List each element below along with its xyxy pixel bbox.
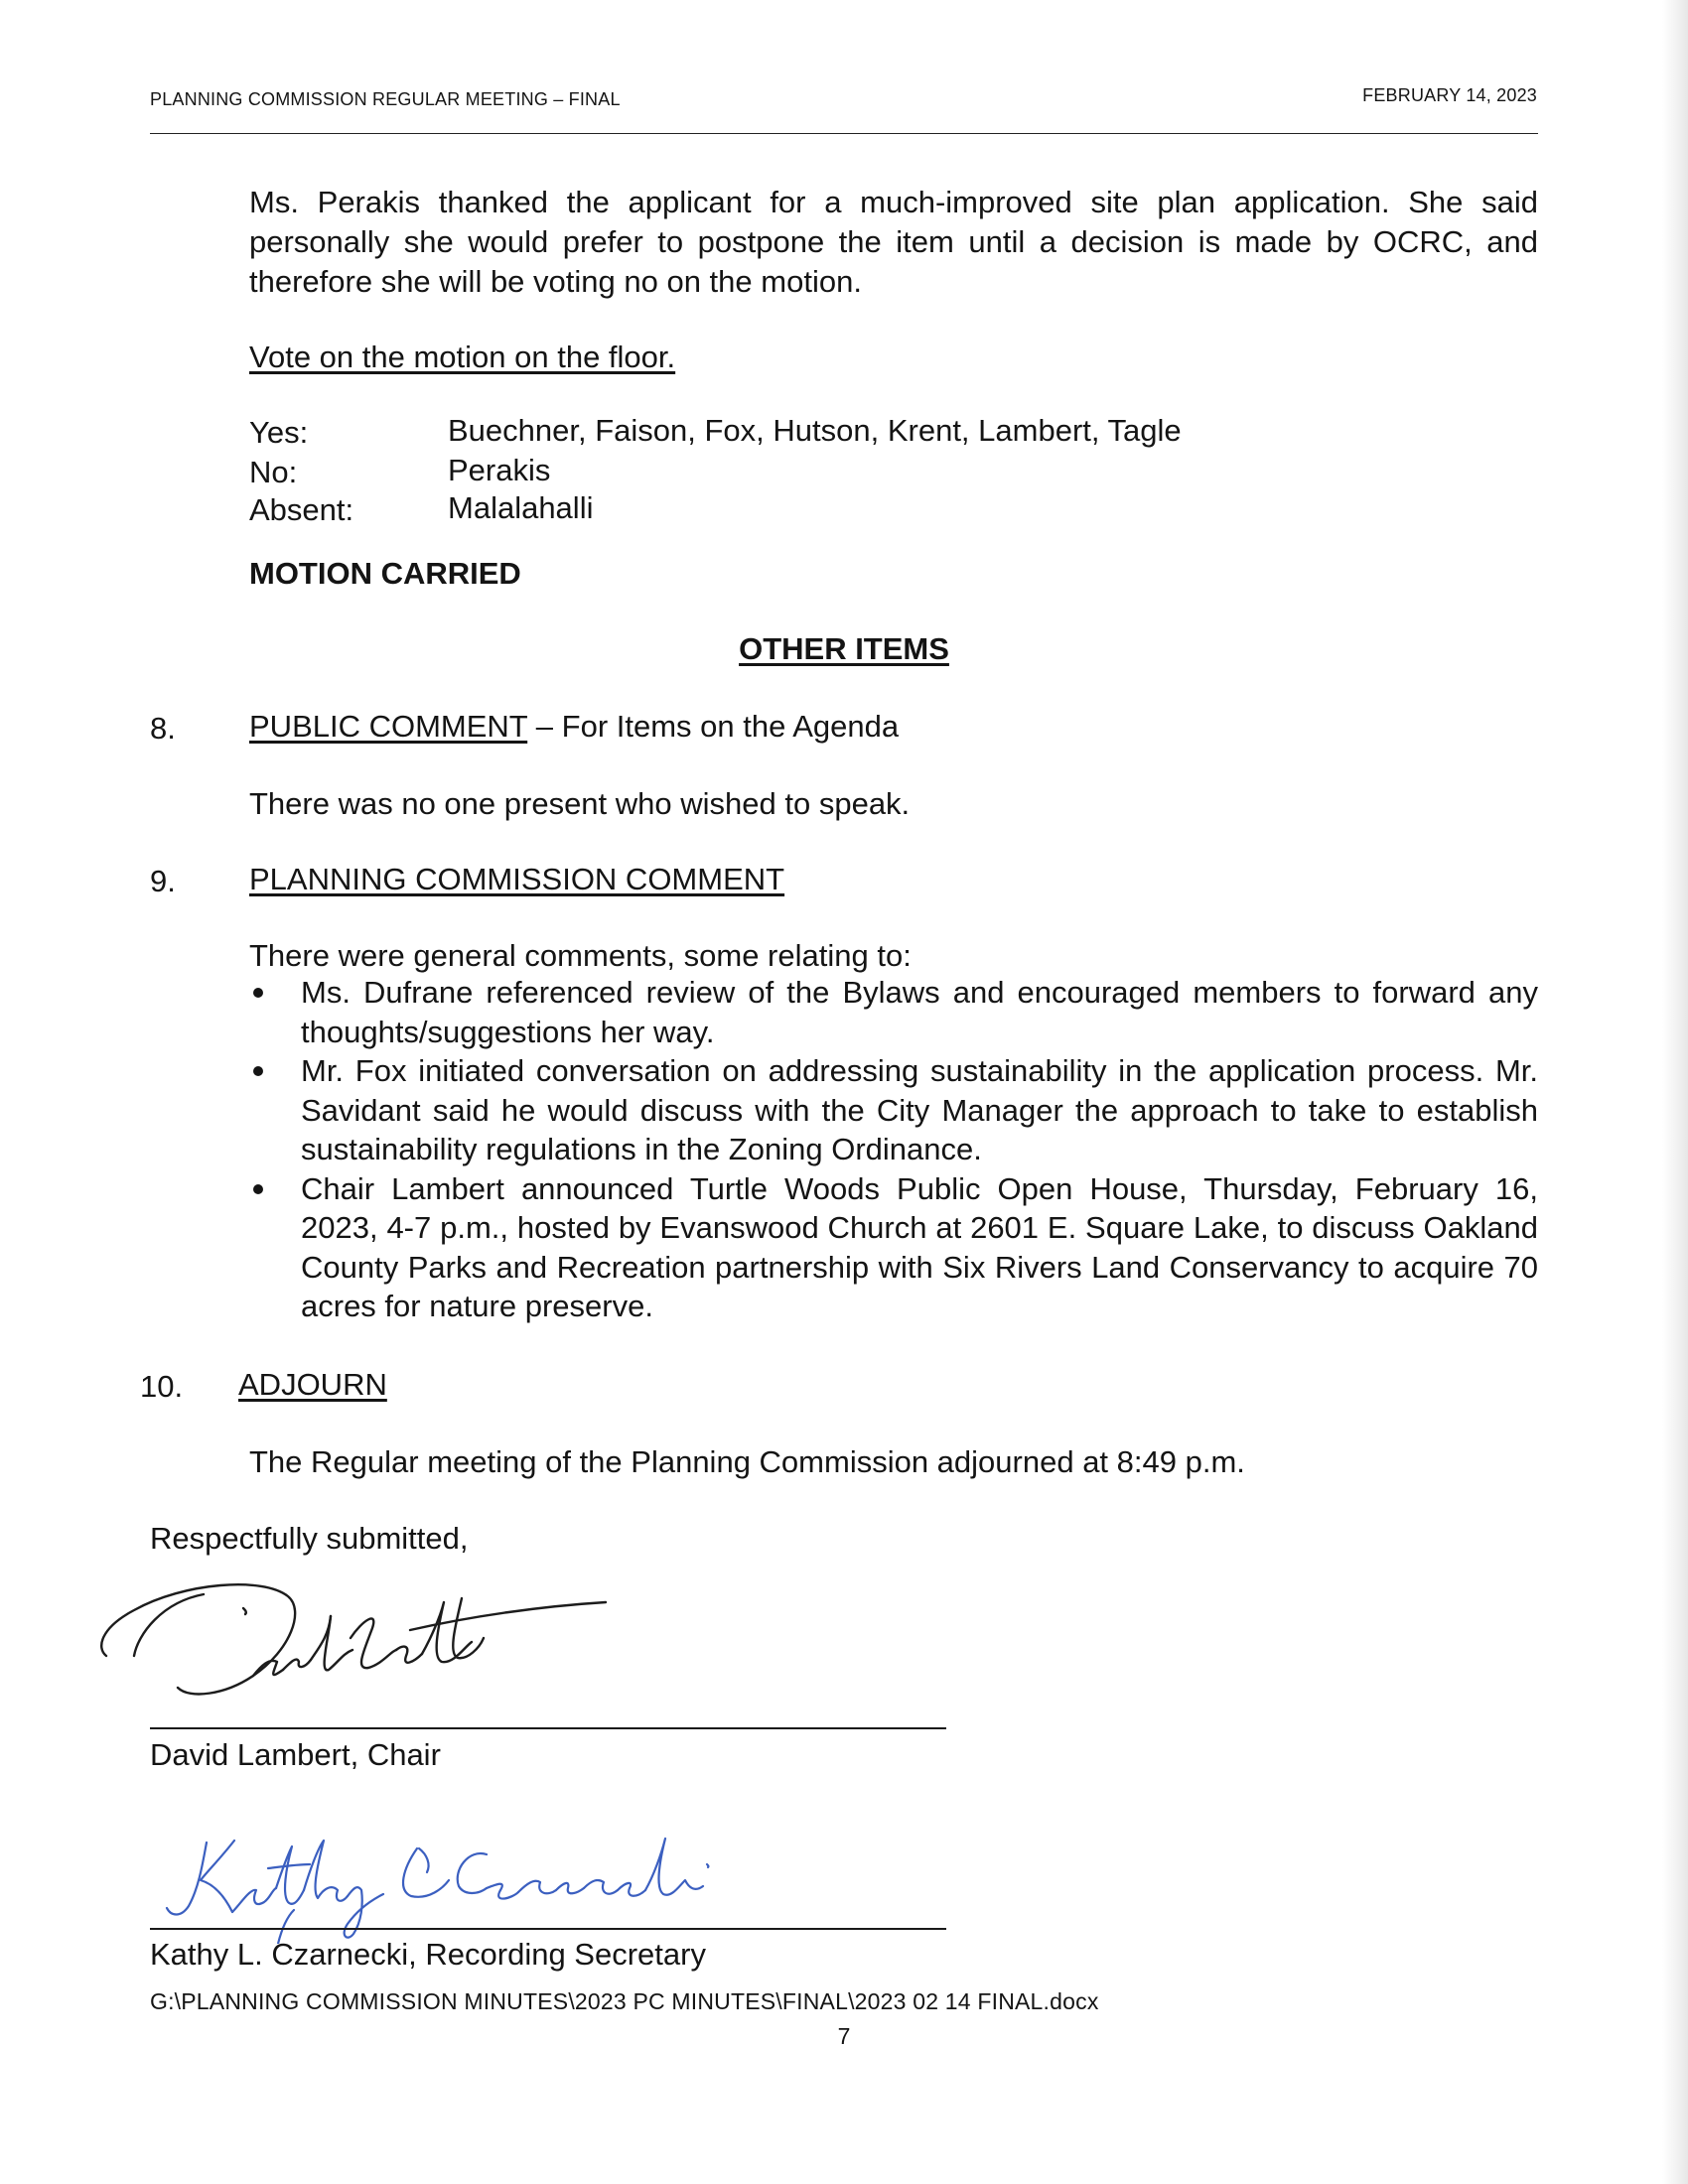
item9-number: 9. <box>150 864 176 898</box>
header-title: PLANNING COMMISSION REGULAR MEETING – FINAL <box>150 89 621 109</box>
item8-title: PUBLIC COMMENT <box>249 709 528 744</box>
item9-title: PLANNING COMMISSION COMMENT <box>249 862 785 896</box>
item8-number: 8. <box>150 711 176 746</box>
bullet-text: Mr. Fox initiated conversation on addressing sustainability in the application process. Mr. Savidant said he would discuss with the City Manager the approach to take to establish sustainability regulations in the Zoning Ordinance. <box>301 1053 1538 1166</box>
secretary-name: Kathy L. Czarnecki, Recording Secretary <box>150 1937 706 1972</box>
item8-heading <box>249 707 899 747</box>
vote-no-label: No: <box>249 455 298 489</box>
item10-text: The Regular meeting of the Planning Commission adjourned at 8:49 p.m. <box>249 1444 1245 1479</box>
vote-absent-label: Absent: <box>249 492 354 527</box>
scan-edge <box>1662 0 1688 2184</box>
file-path: G:\PLANNING COMMISSION MINUTES\2023 PC MINUTES\FINAL\2023 02 14 FINAL.docx <box>150 1988 1099 2014</box>
chair-signature-line <box>150 1727 946 1729</box>
header-date: FEBRUARY 14, 2023 <box>1362 85 1537 105</box>
header-divider <box>150 133 1538 134</box>
vote-heading: Vote on the motion on the floor. <box>249 340 676 374</box>
list-item <box>249 973 1538 1051</box>
vote-absent-names: Malalahalli <box>448 490 594 525</box>
item8-text: There was no one present who wished to speak. <box>249 786 911 821</box>
other-items-title: OTHER ITEMS <box>739 631 949 666</box>
item10-number: 10. <box>140 1369 184 1404</box>
vote-no-names: Perakis <box>448 453 551 487</box>
item9-intro: There were general comments, some relating to: <box>249 938 912 973</box>
closing-text: Respectfully submitted, <box>150 1521 469 1556</box>
page-number: 7 <box>837 2023 851 2049</box>
list-item <box>249 1051 1538 1169</box>
chair-signature <box>94 1559 631 1707</box>
secretary-signature-line <box>150 1928 946 1930</box>
vote-yes-names: Buechner, Faison, Fox, Hutson, Krent, Lambert, Tagle <box>448 413 1182 448</box>
item10-title: ADJOURN <box>238 1367 387 1402</box>
bullet-icon <box>253 988 263 998</box>
bullet-icon <box>253 1184 263 1194</box>
list-item <box>249 1169 1538 1326</box>
item8-suffix: – For Items on the Agenda <box>527 709 900 744</box>
vote-yes-label: Yes: <box>249 415 309 450</box>
bullet-text: Chair Lambert announced Turtle Woods Public Open House, Thursday, February 16, 2023, 4-7 p.m., hosted by Evanswood Church at 2601 E. Square Lake, to discuss Oakland County Parks and Recreation partnership with Six Rivers Land Conservancy to acquire 70 acres for nature preserve. <box>301 1170 1538 1323</box>
bullet-icon <box>253 1066 263 1076</box>
bullet-text: Ms. Dufrane referenced review of the Bylaws and encouraged members to forward any thoughts/suggestions her way. <box>301 975 1538 1049</box>
secretary-signature <box>159 1825 755 1944</box>
chair-name: David Lambert, Chair <box>150 1737 441 1772</box>
comment-list <box>249 973 1538 1326</box>
motion-result: MOTION CARRIED <box>249 556 521 591</box>
intro-paragraph: Ms. Perakis thanked the applicant for a much-improved site plan application. She said personally she would prefer to postpone the item until a decision is made by OCRC, and therefore she will be voting no on the motion. <box>249 185 1538 299</box>
